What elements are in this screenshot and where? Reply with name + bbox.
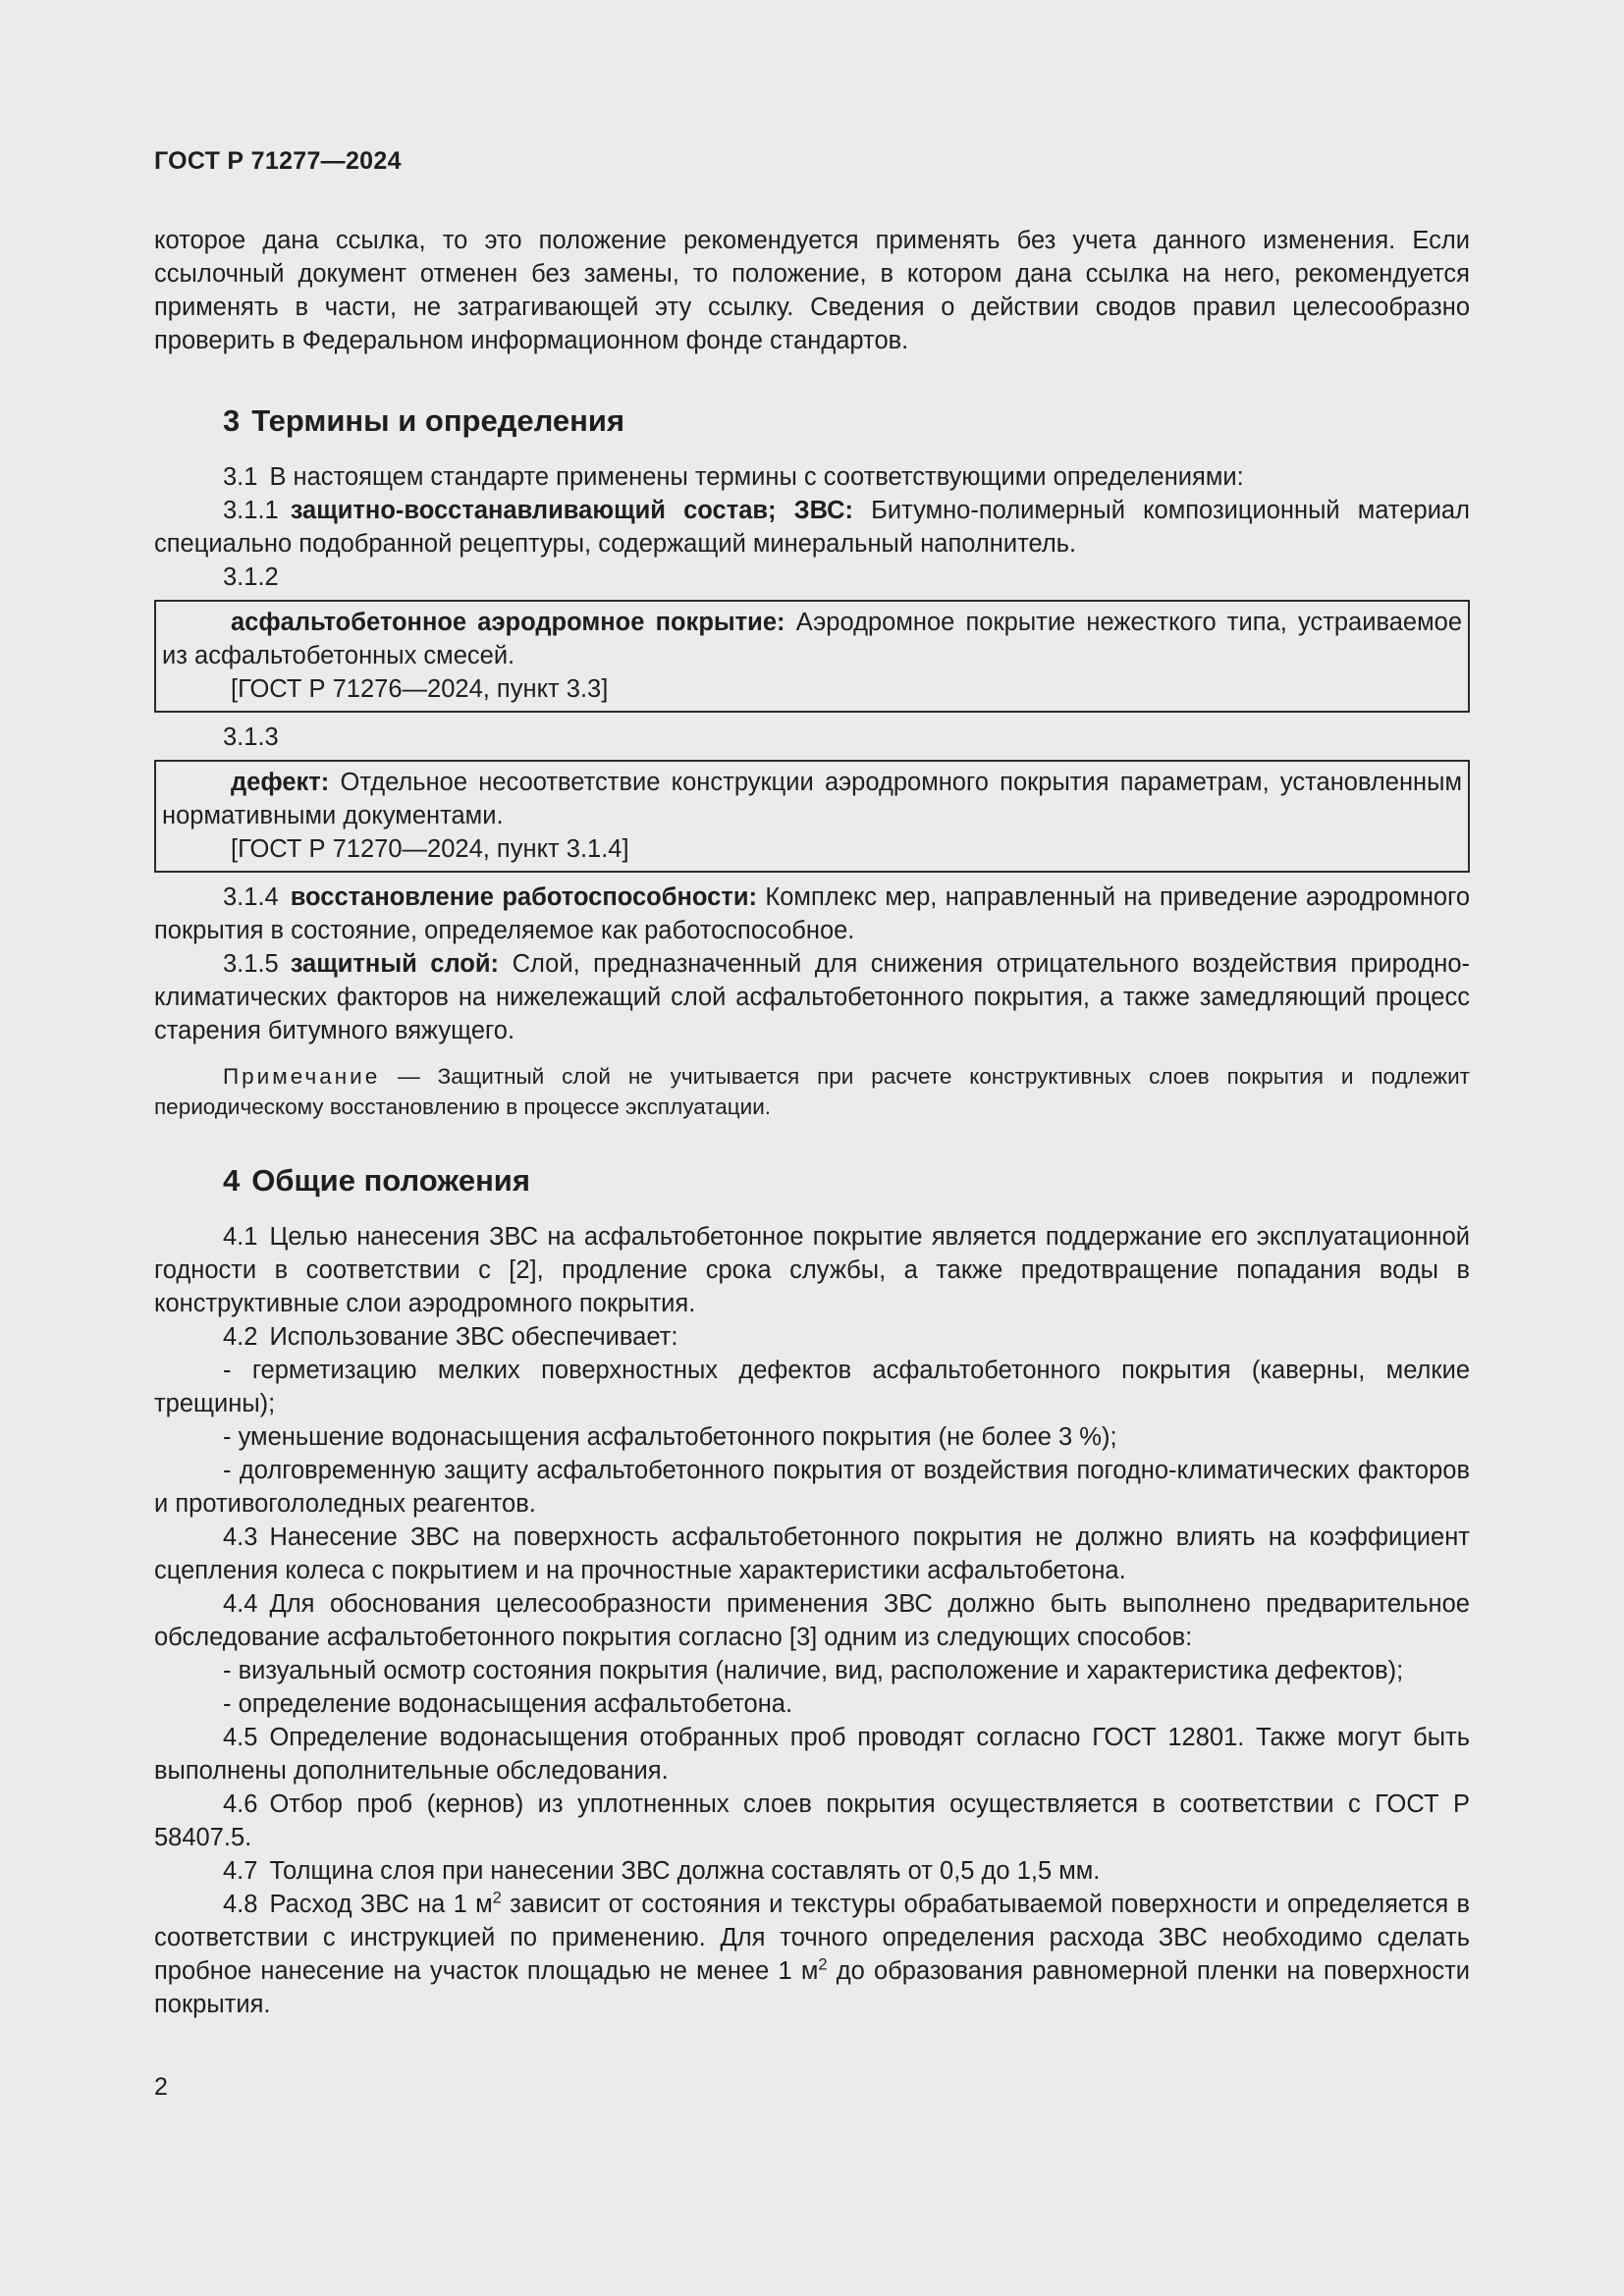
term: асфальтобетонное аэродромное покрытие: — [231, 609, 785, 636]
clause-text: до образования равномерной пленки на поверхности покрытия. — [154, 1957, 1470, 2018]
section-title: Общие положения — [251, 1163, 530, 1198]
source-reference: [ГОСТ Р 71270—2024, пункт 3.1.4] — [231, 835, 629, 863]
clause-number: 3.1 — [223, 463, 258, 491]
clause-4-8 — [154, 1888, 1470, 2021]
spacer — [154, 1047, 1470, 1061]
note-text: — Защитный слой не учитывается при расчете конструктивных слоев покрытия и подлежит периодическому восстановлению в процессе эксплуатации. — [154, 1064, 1470, 1119]
section-number: 3 — [223, 403, 241, 438]
clause-text: Толщина слоя при нанесении ЗВС должна составлять от 0,5 до 1,5 мм. — [269, 1857, 1101, 1885]
clause-4-7 — [154, 1854, 1470, 1888]
definition-text: Слой, предназначенный для снижения отрицательного воздействия природно-климатических факторов на нижележащий слой асфальтобетонного покрытия, а также замедляющий процесс старения битумного вяжущего. — [154, 950, 1471, 1044]
superscript: 2 — [818, 1954, 828, 1974]
clause-text: Использование ЗВС обеспечивает: — [269, 1323, 678, 1351]
note-label: Примечание — [223, 1064, 381, 1089]
section-4-heading — [154, 1161, 1470, 1201]
source-reference: [ГОСТ Р 71276—2024, пункт 3.3] — [231, 675, 609, 703]
section-4-heading-wrap — [154, 1161, 1470, 1201]
clause-number: 3.1.4 — [223, 883, 279, 911]
clause-text: Расход ЗВС на 1 м — [269, 1891, 493, 1918]
definition-text: Отдельное несоответствие конструкции аэродромного покрытия параметрам, установленным нормативными документами. — [162, 769, 1462, 829]
clause-text: Целью нанесения ЗВС на асфальтобетонное покрытие является поддержание его эксплуатационной годности в соответствии с [2], продление срока службы, а также предотвращение попадания воды в конструктивные слои аэродромного покрытия. — [154, 1223, 1470, 1317]
clause-3-1-3-number: 3.1.3 — [223, 723, 279, 751]
term-box-3-1-2 — [154, 600, 1470, 713]
definition-text: Аэродромное покрытие нежесткого типа, устраиваемое из асфальтобетонных смесей. — [162, 609, 1462, 669]
clause-3-1 — [154, 460, 1470, 494]
clause-text: зависит от состояния и текстуры обрабатываемой поверхности и определяется в соответствии с инструкцией по применению. Для точного определения расхода ЗВС необходимо сделать пробное нанесение на участок площадью не менее 1 м — [154, 1891, 1471, 1985]
document-header: ГОСТ Р 71277—2024 — [154, 147, 402, 175]
clause-number: 4.1 — [223, 1223, 258, 1251]
clause-4-3 — [154, 1521, 1470, 1587]
term: защитный слой: — [290, 950, 500, 978]
boxed-definition — [162, 766, 1462, 832]
clause-number: 4.7 — [223, 1857, 258, 1885]
definition-text: Комплекс мер, направленный на приведение аэродромного покрытия в состояние, определяемое как работоспособное. — [154, 883, 1471, 944]
clause-4-5 — [154, 1721, 1470, 1788]
clause-number: 4.8 — [223, 1891, 258, 1918]
note — [154, 1061, 1470, 1122]
section-title: Термины и определения — [251, 403, 625, 438]
clause-3-1-4 — [154, 881, 1470, 947]
clause-3-1-2-number: 3.1.2 — [223, 563, 279, 591]
list-item: - уменьшение водонасыщения асфальтобетонного покрытия (не более 3 %); — [223, 1423, 1117, 1451]
term: дефект: — [231, 769, 330, 796]
clause-number: 4.6 — [223, 1790, 258, 1818]
term: защитно-восстанавливающий состав; ЗВС: — [290, 497, 854, 524]
definition-text: Битумно-полимерный композиционный материал специально подобранной рецептуры, содержащий минеральный наполнитель. — [154, 497, 1470, 558]
section-3-heading — [154, 401, 1470, 441]
list-item: - долговременную защиту асфальтобетонного покрытия от воздействия погодно-климатических факторов и противогололедных реагентов. — [154, 1457, 1470, 1518]
page-number: 2 — [154, 2073, 168, 2101]
clause-3-1-5 — [154, 947, 1470, 1047]
clause-4-6 — [154, 1788, 1470, 1854]
clause-text: В настоящем стандарте применены термины с соответствующими определениями: — [269, 463, 1244, 491]
clause-3-1-1 — [154, 494, 1470, 561]
list-item: - герметизацию мелких поверхностных дефектов асфальтобетонного покрытия (каверны, мелкие трещины); — [154, 1357, 1470, 1417]
clause-text: Для обоснования целесообразности применения ЗВС должно быть выполнено предварительное обследование асфальтобетонного покрытия согласно [3] одним из следующих способов: — [154, 1590, 1470, 1651]
list-item: - визуальный осмотр состояния покрытия (наличие, вид, расположение и характеристика дефектов); — [223, 1657, 1404, 1684]
clause-number: 3.1.5 — [223, 950, 279, 978]
section-number: 4 — [223, 1163, 241, 1198]
intro-paragraph: которое дана ссылка, то это положение рекомендуется применять без учета данного изменения. Если ссылочный документ отменен без замены, то положение, в котором дана ссылка на него, рекомендуется применять в части, не затрагивающей эту ссылку. Сведения о действии сводов правил целесообразно проверить в Федеральном информационном фонде стандартов. — [154, 227, 1470, 354]
clause-number: 4.5 — [223, 1724, 258, 1751]
clause-4-4 — [154, 1587, 1470, 1654]
boxed-definition — [162, 606, 1462, 672]
clause-number: 4.3 — [223, 1523, 258, 1551]
clause-4-1 — [154, 1220, 1470, 1320]
clause-number: 4.4 — [223, 1590, 258, 1618]
section-3-heading-wrap — [154, 401, 1470, 441]
term-box-3-1-3 — [154, 760, 1470, 873]
clause-number: 4.2 — [223, 1323, 258, 1351]
list-item: - определение водонасыщения асфальтобетона. — [223, 1690, 793, 1718]
clause-text: Определение водонасыщения отобранных проб проводят согласно ГОСТ 12801. Также могут быть выполнены дополнительные обследования. — [154, 1724, 1470, 1785]
superscript: 2 — [492, 1888, 502, 1907]
clause-text: Отбор проб (кернов) из уплотненных слоев покрытия осуществляется в соответствии с ГОСТ Р 58407.5. — [154, 1790, 1470, 1851]
page-content — [154, 224, 1470, 2021]
term: восстановление работоспособности: — [290, 883, 757, 911]
clause-4-2 — [154, 1320, 1470, 1354]
clause-number: 3.1.1 — [223, 497, 279, 524]
clause-text: Нанесение ЗВС на поверхность асфальтобетонного покрытия не должно влиять на коэффициент сцепления колеса с покрытием и на прочностные характеристики асфальтобетона. — [154, 1523, 1470, 1584]
